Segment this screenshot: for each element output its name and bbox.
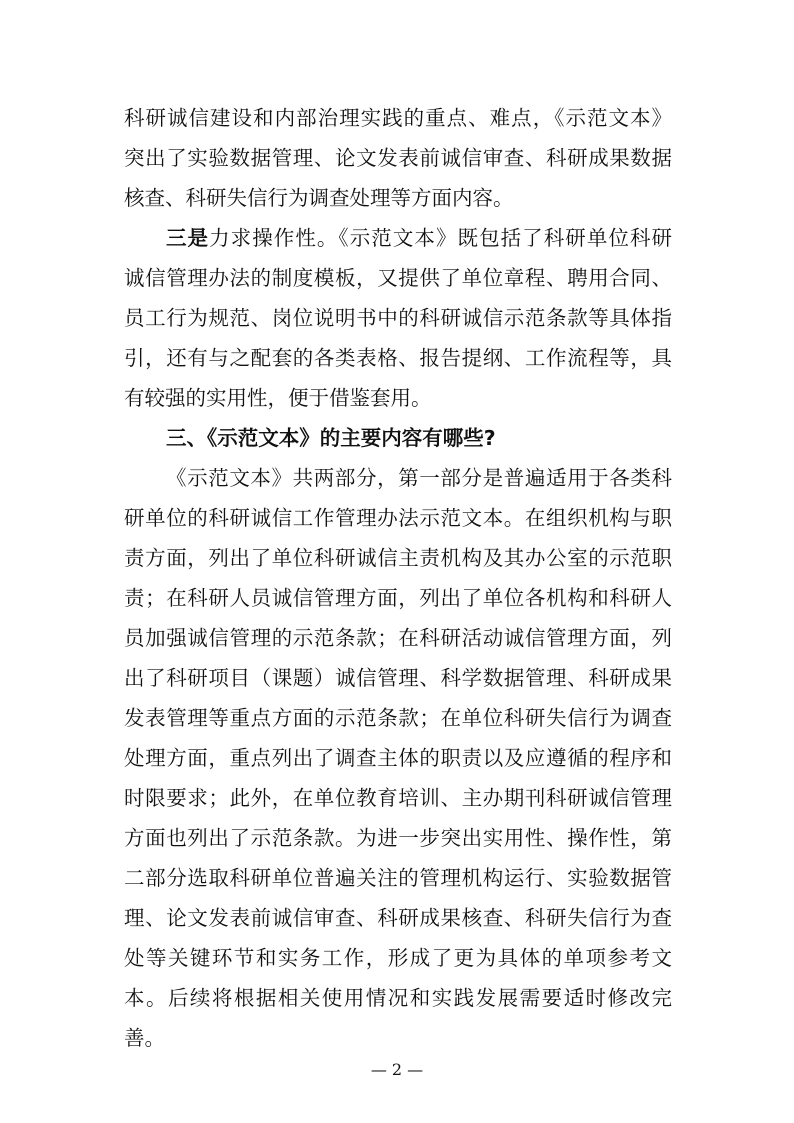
- section-heading: 三、《示范文本》的主要内容有哪些?: [166, 426, 496, 450]
- paragraph-line: 责；在科研人员诚信管理方面，列出了单位各机构和科研人: [124, 586, 672, 610]
- paragraph-line: 理、论文发表前诚信审查、科研成果核查、科研失信行为查: [124, 906, 672, 930]
- paragraph-line: 处等关键环节和实务工作，形成了更为具体的单项参考文: [124, 946, 672, 970]
- paragraph-line: 《示范文本》共两部分，第一部分是普遍适用于各类科: [166, 466, 672, 490]
- paragraph-line: 发表管理等重点方面的示范条款；在单位科研失信行为调查: [124, 706, 672, 730]
- paragraph-line: 责方面，列出了单位科研诚信主责机构及其办公室的示范职: [124, 546, 672, 570]
- paragraph-line: 方面也列出了示范条款。为进一步突出实用性、操作性，第: [124, 826, 672, 850]
- paragraph-line: 研单位的科研诚信工作管理办法示范文本。在组织机构与职: [124, 506, 672, 530]
- point-three-text: 力求操作性。《示范文本》既包括了科研单位科研: [209, 226, 672, 250]
- paragraph-line: 本。后续将根据相关使用情况和实践发展需要适时修改完: [124, 986, 672, 1010]
- paragraph-line: [166, 220, 672, 256]
- paragraph-line: 科研诚信建设和内部治理实践的重点、难点，《示范文本》: [124, 106, 672, 130]
- paragraph-line: 善。: [124, 1026, 165, 1050]
- paragraph-line: 二部分选取科研单位普遍关注的管理机构运行、实验数据管: [124, 866, 672, 890]
- paragraph-line: 时限要求；此外，在单位教育培训、主办期刊科研诚信管理: [124, 786, 672, 810]
- paragraph-line: 员工行为规范、岗位说明书中的科研诚信示范条款等具体指: [124, 306, 672, 330]
- paragraph-line: 有较强的实用性，便于借鉴套用。: [124, 386, 432, 410]
- paragraph-line: 出了科研项目（课题）诚信管理、科学数据管理、科研成果: [124, 666, 672, 690]
- paragraph-line: 核查、科研失信行为调查处理等方面内容。: [124, 186, 514, 210]
- paragraph-line: 突出了实验数据管理、论文发表前诚信审查、科研成果数据: [124, 146, 672, 170]
- paragraph-line: 诚信管理办法的制度模板，又提供了单位章程、聘用合同、: [124, 266, 672, 290]
- point-three-lead: 三是: [166, 226, 210, 250]
- paragraph-line: 员加强诚信管理的示范条款；在科研活动诚信管理方面，列: [124, 626, 672, 650]
- paragraph-line: 处理方面，重点列出了调查主体的职责以及应遵循的程序和: [124, 746, 672, 770]
- page-number: — 2 —: [370, 1060, 424, 1079]
- paragraph-line: 引，还有与之配套的各类表格、报告提纲、工作流程等，具: [124, 346, 672, 370]
